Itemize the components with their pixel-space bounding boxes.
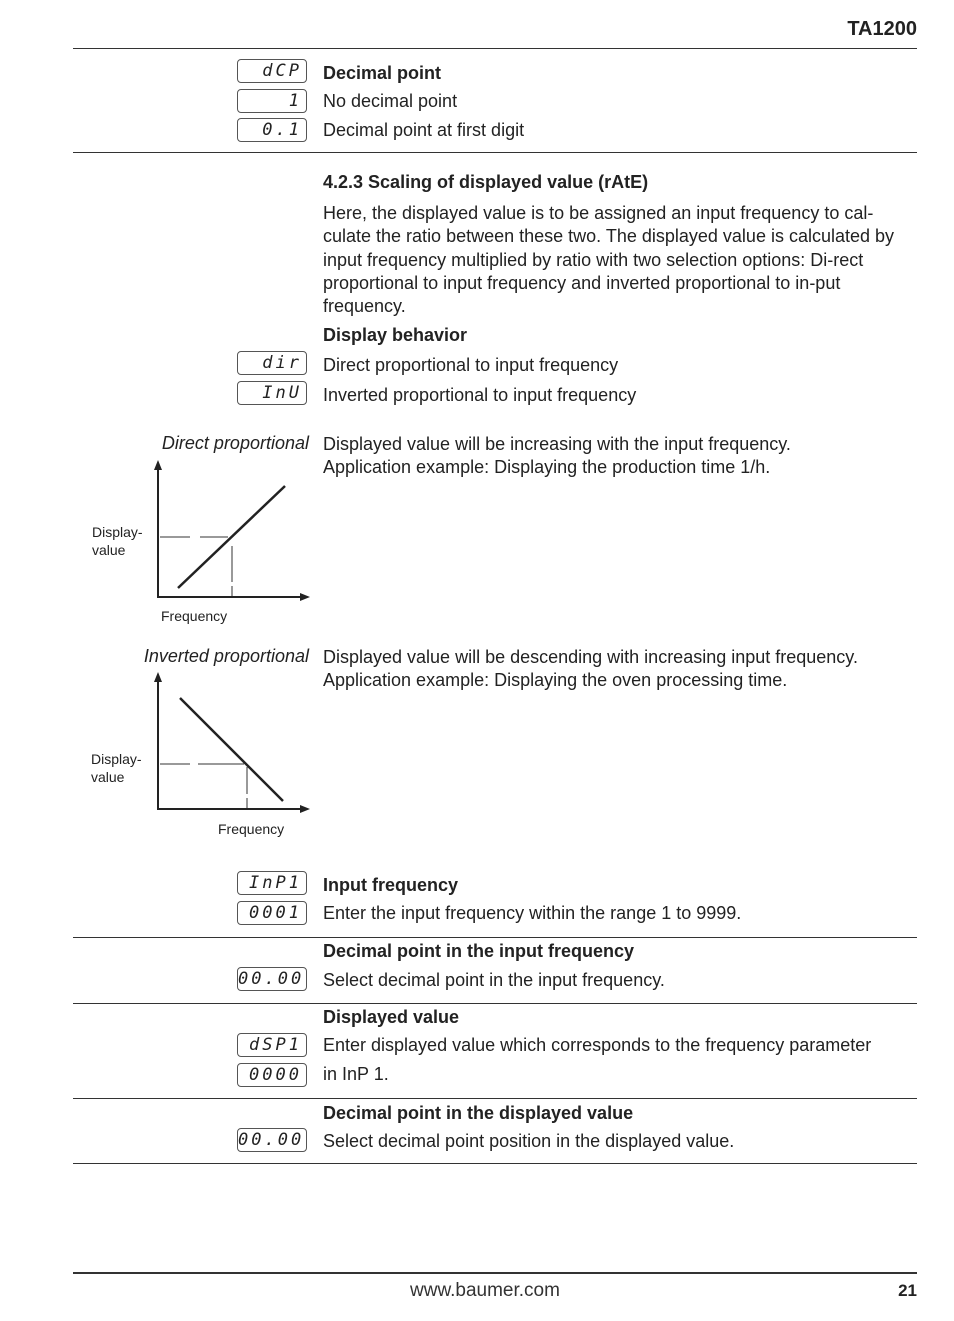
- section-rule: [73, 1003, 917, 1004]
- displayed-value-text-1: Enter displayed value which corresponds to the frequency parameter: [323, 1035, 872, 1055]
- inverted-proportional-diagram: [140, 670, 315, 820]
- lcd-input-frequency-value: 0001: [237, 901, 307, 925]
- lcd-first-digit: 0.1: [237, 118, 307, 142]
- displayed-value-title: Displayed value: [323, 1007, 460, 1027]
- section-rule: [73, 1098, 917, 1099]
- section-rule: [73, 1163, 917, 1164]
- footer-rule: [73, 1272, 917, 1274]
- input-frequency-dp-text: Select decimal point in the input frequency.: [323, 970, 665, 990]
- lcd-dsp1: dSP1: [237, 1033, 307, 1057]
- inverted-caption: Inverted proportional: [143, 646, 309, 666]
- input-frequency-title: Input frequency: [323, 875, 459, 895]
- direct-proportional-diagram: [140, 458, 315, 608]
- direct-x-label: Frequency: [161, 608, 228, 624]
- document-title: TA1200: [847, 18, 917, 40]
- lcd-dir: dir: [237, 351, 307, 375]
- direct-desc-line2: Application example: Displaying the production time 1/h.: [323, 457, 771, 477]
- direct-y-label-1: Display-: [92, 524, 143, 540]
- input-frequency-dp-title: Decimal point in the input frequency: [323, 941, 635, 961]
- direct-desc-line1: Displayed value will be increasing with the input frequency.: [323, 434, 791, 454]
- inverted-desc-line1: Displayed value will be descending with increasing input frequency.: [323, 647, 858, 667]
- direct-y-label-2: value: [92, 542, 126, 558]
- first-digit-label: Decimal point at first digit: [323, 120, 525, 140]
- direct-caption: Direct proportional: [161, 433, 309, 453]
- footer-url[interactable]: www.baumer.com: [410, 1280, 560, 1301]
- direct-label: Direct proportional to input frequency: [323, 355, 619, 375]
- inverted-y-label-2: value: [91, 769, 125, 785]
- input-frequency-text: Enter the input frequency within the range 1 to 9999.: [323, 903, 742, 923]
- lcd-dcp: dCP: [237, 59, 307, 83]
- header-rule: [73, 48, 917, 49]
- scaling-heading: 4.2.3 Scaling of displayed value (rAtE): [323, 172, 649, 192]
- lcd-displayed-value: 0000: [237, 1063, 307, 1087]
- page-number: 21: [898, 1281, 917, 1300]
- display-behavior-title: Display behavior: [323, 325, 468, 345]
- scaling-intro: Here, the displayed value is to be assigned an input frequency to cal-culate the ratio between these two. The displayed value is calculated by input frequency multiplied by ratio with two selection options: Di-rect proportional to input frequency and inverted proportional to in-put frequency.: [323, 203, 895, 317]
- lcd-input-frequency-dp: 00.00: [237, 967, 307, 991]
- displayed-value-dp-text: Select decimal point position in the displayed value.: [323, 1131, 735, 1151]
- lcd-inu: InU: [237, 381, 307, 405]
- displayed-value-text-2: in InP 1.: [323, 1064, 389, 1084]
- no-decimal-label: No decimal point: [323, 91, 458, 111]
- section-rule: [73, 152, 917, 153]
- inverted-x-label: Frequency: [218, 821, 285, 837]
- lcd-displayed-value-dp: 00.00: [237, 1128, 307, 1152]
- inverted-label: Inverted proportional to input frequency: [323, 385, 637, 405]
- lcd-no-decimal: 1: [237, 89, 307, 113]
- inverted-desc-line2: Application example: Displaying the oven processing time.: [323, 670, 788, 690]
- decimal-point-title: Decimal point: [323, 63, 442, 83]
- section-rule: [73, 937, 917, 938]
- lcd-inp1: InP1: [237, 871, 307, 895]
- displayed-value-dp-title: Decimal point in the displayed value: [323, 1103, 634, 1123]
- inverted-y-label-1: Display-: [91, 751, 142, 767]
